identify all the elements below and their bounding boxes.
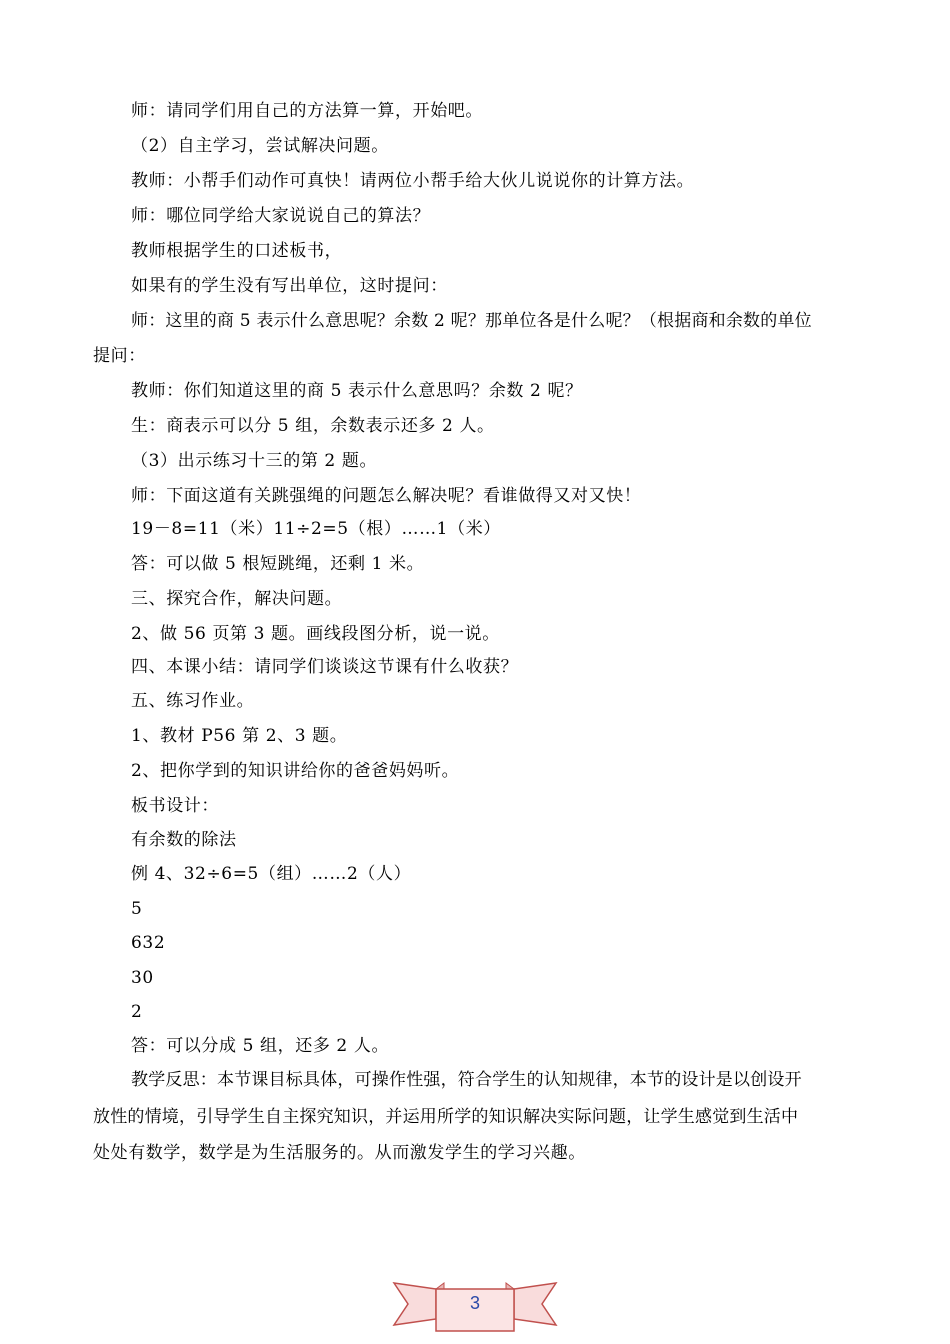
text-line: 2	[131, 1002, 143, 1022]
text-line: 1、教材 P56 第 2、3 题。	[131, 726, 348, 746]
text-line: 5	[131, 899, 143, 919]
text-line: 师：请同学们用自己的方法算一算，开始吧。	[131, 101, 483, 121]
text-line: 五、练习作业。	[131, 691, 255, 711]
text-line: 提问：	[93, 346, 146, 366]
text-line: （2）自主学习，尝试解决问题。	[131, 136, 389, 156]
text-line: 2、把你学到的知识讲给你的爸爸妈妈听。	[131, 761, 460, 781]
page-number: 3	[469, 1293, 480, 1313]
text-line: 632	[131, 933, 166, 953]
text-line: 师：哪位同学给大家说说自己的算法？	[131, 206, 431, 226]
text-line: 放性的情境，引导学生自主探究知识，并运用所学的知识解决实际问题，让学生感觉到生活中	[93, 1107, 799, 1127]
text-line: 生：商表示可以分 5 组，余数表示还多 2 人。	[131, 416, 495, 436]
text-line: 答：可以做 5 根短跳绳，还剩 1 米。	[131, 554, 425, 574]
text-line: 例 4、32÷6=5（组）……2（人）	[131, 864, 412, 884]
text-line: 教师根据学生的口述板书，	[131, 241, 343, 261]
text-line: 有余数的除法	[131, 830, 237, 850]
page-number-badge	[392, 1275, 558, 1333]
text-line: 2、做 56 页第 3 题。画线段图分析，说一说。	[131, 624, 500, 644]
text-line: （3）出示练习十三的第 2 题。	[131, 451, 378, 471]
text-line: 师：这里的商 5 表示什么意思呢？余数 2 呢？那单位各是什么呢？（根据商和余数的单位	[131, 311, 812, 331]
text-line: 处处有数学，数学是为生活服务的。从而激发学生的学习兴趣。	[93, 1143, 586, 1163]
text-line: 30	[131, 968, 154, 988]
text-line: 教师：你们知道这里的商 5 表示什么意思吗？余数 2 呢？	[131, 381, 583, 401]
text-line: 教学反思：本节课目标具体，可操作性强，符合学生的认知规律，本节的设计是以创设开	[131, 1070, 802, 1090]
text-line: 板书设计：	[131, 796, 219, 816]
text-line: 答：可以分成 5 组，还多 2 人。	[131, 1036, 390, 1056]
text-line: 教师：小帮手们动作可真快！请两位小帮手给大伙儿说说你的计算方法。	[131, 171, 695, 191]
text-line: 19－8=11（米）11÷2=5（根）……1（米）	[131, 519, 501, 539]
text-line: 师：下面这道有关跳强绳的问题怎么解决呢？看谁做得又对又快！	[131, 486, 642, 506]
text-line: 三、探究合作，解决问题。	[131, 589, 343, 609]
text-line: 四、本课小结：请同学们谈谈这节课有什么收获？	[131, 657, 519, 677]
text-line: 如果有的学生没有写出单位，这时提问：	[131, 276, 448, 296]
